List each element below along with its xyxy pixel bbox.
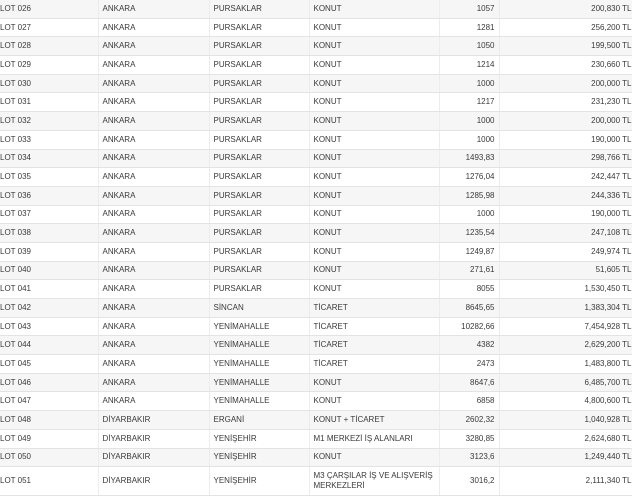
table-row [0,448,632,467]
table-row [0,186,632,205]
type-cell: KONUT [309,373,439,392]
lot-cell: LOT 034 [0,149,98,168]
city-cell: ANKARA [98,149,209,168]
district-cell: PURSAKLAR [209,242,309,261]
price-cell: 200,000 TL [499,112,632,131]
type-cell: KONUT [309,0,439,18]
table-row [0,336,632,355]
price-cell: 2,629,200 TL [499,336,632,355]
area-cell: 3280,85 [439,429,499,448]
lot-cell: LOT 048 [0,411,98,430]
city-cell: ANKARA [98,93,209,112]
lot-cell: LOT 028 [0,37,98,56]
district-cell: PURSAKLAR [209,205,309,224]
city-cell: ANKARA [98,392,209,411]
type-cell: KONUT [309,448,439,467]
table-row [0,429,632,448]
type-cell: TİCARET [309,336,439,355]
city-cell: DİYARBAKIR [98,467,209,496]
city-cell: ANKARA [98,205,209,224]
area-cell: 2602,32 [439,411,499,430]
price-cell: 1,040,928 TL [499,411,632,430]
table-row [0,392,632,411]
table-row [0,56,632,75]
lot-cell: LOT 033 [0,130,98,149]
type-cell: KONUT [309,93,439,112]
lot-cell: LOT 046 [0,373,98,392]
table-row [0,205,632,224]
area-cell: 1235,54 [439,224,499,243]
lot-cell: LOT 050 [0,448,98,467]
district-cell: YENİŞEHİR [209,467,309,496]
lot-cell: LOT 043 [0,317,98,336]
district-cell: YENİŞEHİR [209,448,309,467]
price-cell: 298,766 TL [499,149,632,168]
table-row [0,411,632,430]
lot-cell: LOT 038 [0,224,98,243]
city-cell: ANKARA [98,112,209,131]
district-cell: PURSAKLAR [209,0,309,18]
table-row [0,355,632,374]
city-cell: ANKARA [98,0,209,18]
city-cell: ANKARA [98,37,209,56]
table-row [0,149,632,168]
district-cell: YENİMAHALLE [209,355,309,374]
type-cell: TİCARET [309,317,439,336]
type-cell: KONUT [309,224,439,243]
district-cell: YENİŞEHİR [209,429,309,448]
district-cell: YENİMAHALLE [209,392,309,411]
type-cell: KONUT [309,18,439,37]
city-cell: ANKARA [98,261,209,280]
district-cell: PURSAKLAR [209,18,309,37]
district-cell: PURSAKLAR [209,56,309,75]
table-row [0,37,632,56]
lot-cell: LOT 027 [0,18,98,37]
lot-cell: LOT 051 [0,467,98,496]
type-cell: KONUT [309,112,439,131]
price-cell: 4,800,600 TL [499,392,632,411]
city-cell: DİYARBAKIR [98,448,209,467]
table-row [0,373,632,392]
area-cell: 6858 [439,392,499,411]
area-cell: 8055 [439,280,499,299]
price-cell: 256,200 TL [499,18,632,37]
district-cell: PURSAKLAR [209,224,309,243]
area-cell: 1214 [439,56,499,75]
district-cell: YENİMAHALLE [209,373,309,392]
price-cell: 231,230 TL [499,93,632,112]
price-cell: 190,000 TL [499,205,632,224]
lot-cell: LOT 049 [0,429,98,448]
table-row [0,168,632,187]
price-cell: 199,500 TL [499,37,632,56]
city-cell: ANKARA [98,299,209,318]
table-row [0,224,632,243]
area-cell: 1000 [439,74,499,93]
table-row [0,261,632,280]
city-cell: ANKARA [98,373,209,392]
area-cell: 2473 [439,355,499,374]
city-cell: ANKARA [98,317,209,336]
type-cell: KONUT [309,392,439,411]
type-cell: M3 ÇARŞILAR İŞ VE ALIŞVERİŞ MERKEZLERİ [309,467,439,496]
price-cell: 51,605 TL [499,261,632,280]
lot-cell: LOT 026 [0,0,98,18]
district-cell: PURSAKLAR [209,186,309,205]
lot-cell: LOT 029 [0,56,98,75]
type-cell: KONUT + TİCARET [309,411,439,430]
district-cell: PURSAKLAR [209,130,309,149]
city-cell: ANKARA [98,280,209,299]
city-cell: ANKARA [98,336,209,355]
district-cell: PURSAKLAR [209,168,309,187]
lot-cell: LOT 036 [0,186,98,205]
area-cell: 1285,98 [439,186,499,205]
city-cell: ANKARA [98,56,209,75]
type-cell: KONUT [309,149,439,168]
lot-cell: LOT 035 [0,168,98,187]
type-cell: KONUT [309,280,439,299]
area-cell: 1249,87 [439,242,499,261]
district-cell: SİNCAN [209,299,309,318]
price-cell: 2,624,680 TL [499,429,632,448]
district-cell: PURSAKLAR [209,74,309,93]
price-cell: 1,530,450 TL [499,280,632,299]
lot-cell: LOT 041 [0,280,98,299]
area-cell: 271,61 [439,261,499,280]
table-row [0,467,632,496]
price-cell: 1,249,440 TL [499,448,632,467]
area-cell: 8645,65 [439,299,499,318]
type-cell: TİCARET [309,355,439,374]
district-cell: YENİMAHALLE [209,317,309,336]
type-cell: KONUT [309,205,439,224]
table-row [0,112,632,131]
area-cell: 1493,83 [439,149,499,168]
area-cell: 1000 [439,130,499,149]
district-cell: PURSAKLAR [209,261,309,280]
type-cell: KONUT [309,74,439,93]
city-cell: ANKARA [98,168,209,187]
area-cell: 10282,66 [439,317,499,336]
type-cell: KONUT [309,242,439,261]
lot-cell: LOT 045 [0,355,98,374]
price-cell: 7,454,928 TL [499,317,632,336]
price-cell: 200,830 TL [499,0,632,18]
city-cell: DİYARBAKIR [98,429,209,448]
table-row [0,299,632,318]
area-cell: 1050 [439,37,499,56]
lot-cell: LOT 030 [0,74,98,93]
lot-cell: LOT 037 [0,205,98,224]
type-cell: KONUT [309,37,439,56]
type-cell: KONUT [309,186,439,205]
area-cell: 1276,04 [439,168,499,187]
area-cell: 1000 [439,112,499,131]
table-row [0,74,632,93]
price-cell: 249,974 TL [499,242,632,261]
district-cell: PURSAKLAR [209,112,309,131]
city-cell: ANKARA [98,18,209,37]
district-cell: PURSAKLAR [209,37,309,56]
price-cell: 200,000 TL [499,74,632,93]
area-cell: 1217 [439,93,499,112]
type-cell: KONUT [309,56,439,75]
area-cell: 8647,6 [439,373,499,392]
district-cell: ERGANİ [209,411,309,430]
price-cell: 247,108 TL [499,224,632,243]
type-cell: KONUT [309,261,439,280]
district-cell: PURSAKLAR [209,93,309,112]
area-cell: 3123,6 [439,448,499,467]
table-row [0,130,632,149]
price-cell: 1,483,800 TL [499,355,632,374]
type-cell: KONUT [309,168,439,187]
area-cell: 3016,2 [439,467,499,496]
city-cell: ANKARA [98,224,209,243]
city-cell: ANKARA [98,74,209,93]
price-cell: 2,111,340 TL [499,467,632,496]
city-cell: ANKARA [98,355,209,374]
type-cell: M1 MERKEZİ İŞ ALANLARI [309,429,439,448]
area-cell: 1000 [439,205,499,224]
type-cell: KONUT [309,130,439,149]
table-row [0,93,632,112]
city-cell: ANKARA [98,186,209,205]
table-row [0,0,632,18]
district-cell: PURSAKLAR [209,280,309,299]
table-row [0,242,632,261]
table-row [0,280,632,299]
price-cell: 1,383,304 TL [499,299,632,318]
district-cell: YENİMAHALLE [209,336,309,355]
type-cell: TİCARET [309,299,439,318]
price-cell: 230,660 TL [499,56,632,75]
price-cell: 242,447 TL [499,168,632,187]
area-cell: 1057 [439,0,499,18]
area-cell: 4382 [439,336,499,355]
lot-cell: LOT 031 [0,93,98,112]
lot-cell: LOT 032 [0,112,98,131]
lot-cell: LOT 047 [0,392,98,411]
lot-cell: LOT 044 [0,336,98,355]
lot-cell: LOT 042 [0,299,98,318]
area-cell: 1281 [439,18,499,37]
price-cell: 6,485,700 TL [499,373,632,392]
lot-cell: LOT 039 [0,242,98,261]
price-cell: 190,000 TL [499,130,632,149]
city-cell: DİYARBAKIR [98,411,209,430]
city-cell: ANKARA [98,130,209,149]
table-row [0,317,632,336]
lot-cell: LOT 040 [0,261,98,280]
district-cell: PURSAKLAR [209,149,309,168]
table-row [0,18,632,37]
city-cell: ANKARA [98,242,209,261]
price-cell: 244,336 TL [499,186,632,205]
